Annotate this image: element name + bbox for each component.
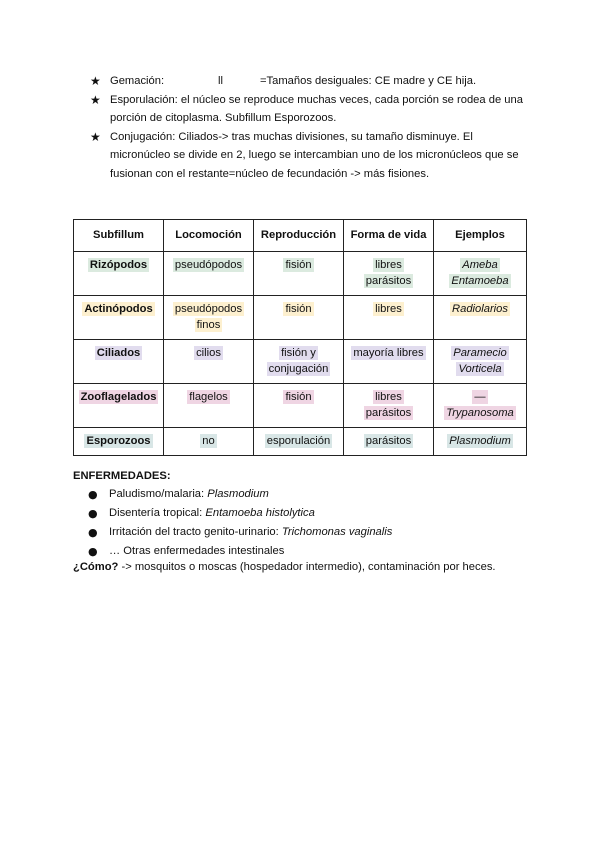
gemacion-ditto: ll [218,75,223,87]
cell-forma-de-vida: parásitos [344,428,434,456]
list-item: ● Disentería tropical: Entamoeba histolytica [73,504,533,523]
cell-locomocion: flagelos [164,384,254,428]
conjugacion-text: Conjugación: Ciliados-> tras muchas divisiones, su tamaño disminuye. El micronúcleo se divide en 2, luego se intercambian uno de los micronúcleos que se fusionan con el restante=núcleo de fecundación -> más fisiones. [110,130,519,180]
cell-subfillum: Ciliados [74,340,164,384]
table-header-row [74,220,527,252]
bullet-dot-icon: ● [88,507,98,520]
cell-reproduccion: fisión [254,296,344,340]
cell-locomocion: pseudópodos [164,252,254,296]
cell-reproduccion: fisión y conjugación [254,340,344,384]
bullet-esporulacion [90,91,530,128]
table-row [74,428,527,456]
gemacion-label: Gemación: [110,75,165,87]
cell-subfillum: Rizópodos [74,252,164,296]
diseases-heading: ENFERMEDADES: [73,470,171,482]
header-subfillum: Subfillum [74,220,164,252]
header-ejemplos: Ejemplos [434,220,527,252]
list-item: ● Irritación del tracto genito-urinario: Trichomonas vaginalis [73,523,533,542]
cell-reproduccion: esporulación [254,428,344,456]
cell-ejemplos: Plasmodium [434,428,527,456]
cell-forma-de-vida: libres parásitos [344,384,434,428]
como-label: ¿Cómo? [73,561,119,573]
bullet-conjugacion [90,128,530,184]
table-row [74,340,527,384]
cell-locomocion: cilios [164,340,254,384]
list-item: ● Paludismo/malaria: Plasmodium [73,485,533,504]
cell-ejemplos: Paramecio Vorticela [434,340,527,384]
bullet-gemacion [90,72,530,91]
cell-reproduccion: fisión [254,384,344,428]
diseases-list [73,485,533,561]
cell-ejemplos: — Trypanosoma [434,384,527,428]
cell-ejemplos: Ameba Entamoeba [434,252,527,296]
star-icon: ★ [90,129,101,144]
list-item: ● … Otras enfermedades intestinales [73,542,533,561]
cell-subfillum: Zooflagelados [74,384,164,428]
cell-locomocion: pseudópodos finos [164,296,254,340]
bullet-dot-icon: ● [88,545,98,558]
cell-ejemplos: Radiolarios [434,296,527,340]
cell-locomocion: no [164,428,254,456]
star-icon: ★ [90,74,101,88]
cell-forma-de-vida: libres [344,296,434,340]
esporulacion-text: Esporulación: el núcleo se reproduce muchas veces, cada porción se rodea de una porción de citoplasma. Subfillum Esporozoos. [110,93,523,124]
header-forma-de-vida: Forma de vida [344,220,434,252]
header-reproduccion: Reproducción [254,220,344,252]
table-row [74,252,527,296]
cell-forma-de-vida: mayoría libres [344,340,434,384]
reproduction-bullets [90,72,530,183]
cell-subfillum: Actinópodos [74,296,164,340]
transmission-line [73,559,553,575]
table-row [74,296,527,340]
table-row [74,384,527,428]
cell-subfillum: Esporozoos [74,428,164,456]
header-locomocion: Locomoción [164,220,254,252]
gemacion-text: =Tamaños desiguales: CE madre y CE hija. [260,75,477,87]
protozoa-table [73,219,527,456]
cell-reproduccion: fisión [254,252,344,296]
star-icon: ★ [90,92,101,107]
bullet-dot-icon: ● [88,526,98,539]
cell-forma-de-vida: libres parásitos [344,252,434,296]
bullet-dot-icon: ● [88,488,98,501]
como-text: -> mosquitos o moscas (hospedador intermedio), contaminación por heces. [118,561,496,573]
